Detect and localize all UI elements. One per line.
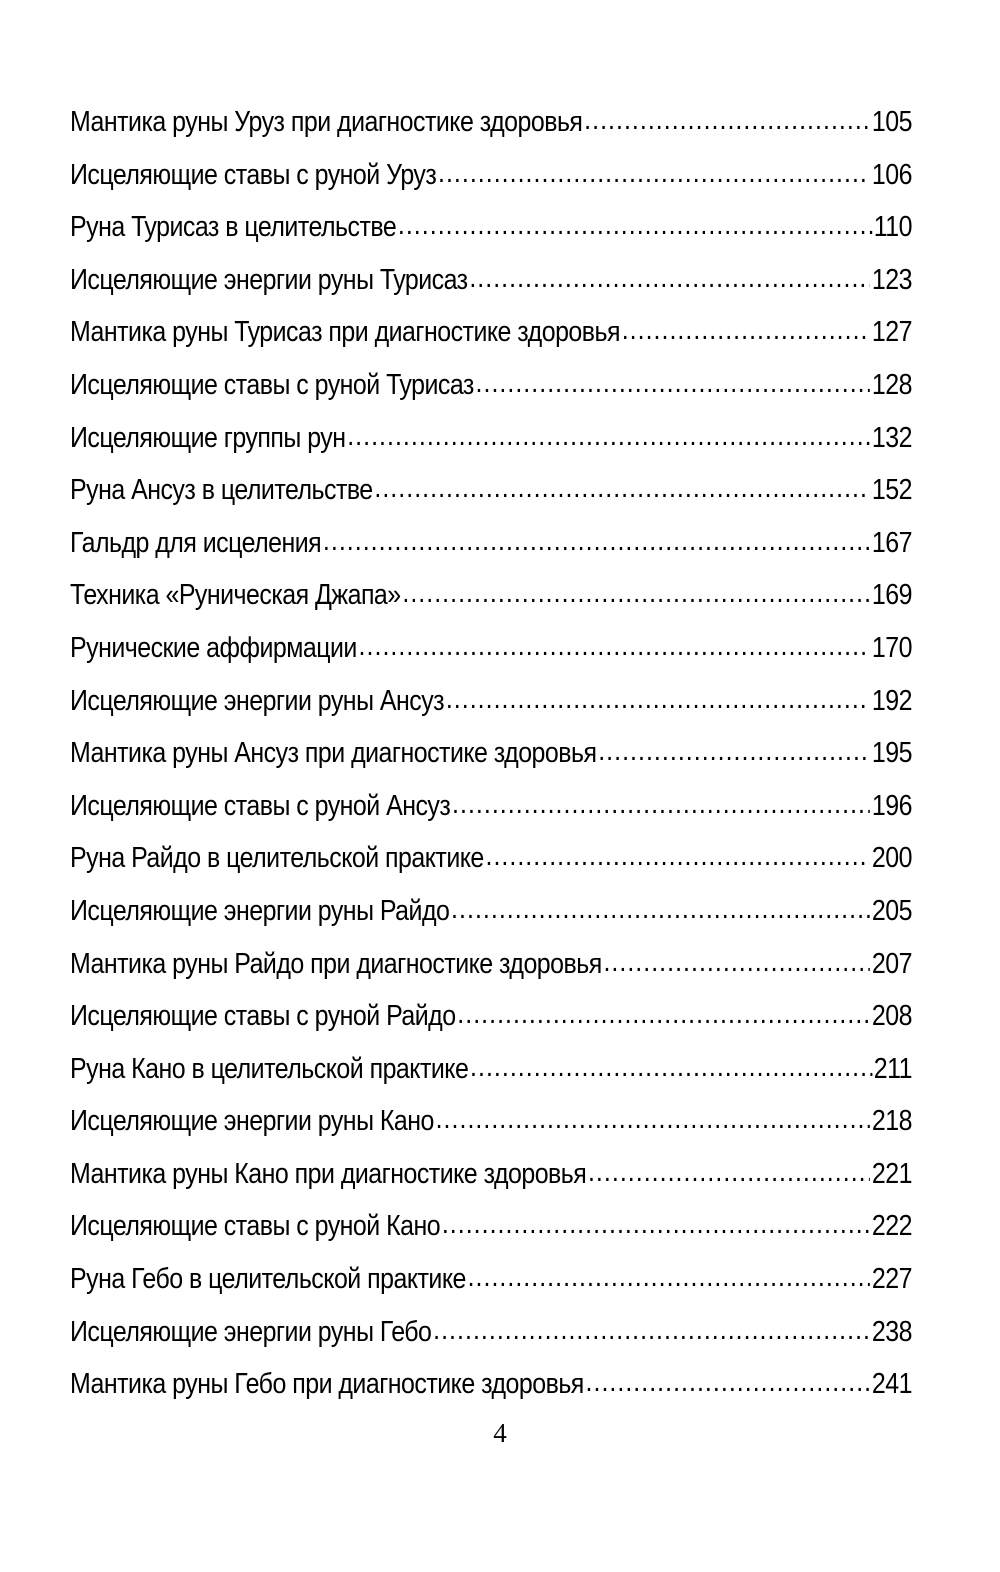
toc-entry-page: 195 [871,737,912,770]
toc-entry [70,96,912,149]
toc-entry-title: Мантика руны Кано при диагностике здоровья [70,1157,587,1190]
toc-entry [70,938,912,991]
toc-entry [70,727,912,780]
toc-dot-leader [588,1146,870,1199]
toc-entry-page: 132 [871,421,912,454]
toc-entry-page: 241 [871,1368,912,1401]
toc-dot-leader [603,936,870,989]
toc-dot-leader [470,1041,872,1094]
toc-dot-leader [451,883,870,936]
toc-entry [70,780,912,833]
toc-entry [70,1095,912,1148]
toc-dot-leader [457,988,870,1041]
toc-entry [70,569,912,622]
toc-entry-title: Мантика руны Гебо при диагностике здоровья [70,1368,584,1401]
toc-entry-title: Исцеляющие энергии руны Райдо [70,894,450,927]
toc-entry [70,1043,912,1096]
toc-entry-page: 167 [871,526,912,559]
toc-entry-title: Мантика руны Уруз при диагностике здоровья [70,106,583,138]
toc-entry [70,1253,912,1306]
toc-entry [70,1306,912,1359]
toc-dot-leader [323,515,870,568]
toc-entry-title: Руна Райдо в целительской практике [70,842,484,875]
toc-dot-leader [402,567,870,620]
toc-dot-leader [446,673,870,726]
toc-entry [70,517,912,570]
toc-entry [70,990,912,1043]
page-number: 4 [493,1418,507,1448]
toc-entry-page: 127 [871,316,912,349]
table-of-contents [70,96,912,1411]
toc-entry [70,306,912,359]
toc-entry-page: 128 [871,368,912,401]
toc-dot-leader [359,620,871,673]
toc-entry-title: Руна Турисаз в целительстве [70,211,397,244]
toc-dot-leader [584,94,870,147]
toc-entry-title: Исцеляющие ставы с руной Райдо [70,1000,456,1033]
toc-dot-leader [433,1304,870,1357]
toc-entry-title: Рунические аффирмации [70,631,357,664]
toc-dot-leader [374,462,870,515]
toc-entry [70,359,912,412]
toc-entry [70,675,912,728]
toc-dot-leader [442,1198,870,1251]
toc-entry-title: Гальдр для исцеления [70,526,322,559]
toc-entry [70,201,912,254]
toc-dot-leader [469,252,870,305]
toc-entry-page: 170 [871,631,912,664]
toc-entry-title: Исцеляющие ставы с руной Ансуз [70,789,451,822]
toc-entry-page: 123 [871,263,912,296]
toc-entry [70,885,912,938]
toc-entry-page: 200 [871,842,912,875]
toc-entry-title: Исцеляющие энергии руны Ансуз [70,684,445,717]
toc-entry-page: 192 [871,684,912,717]
toc-entry-title: Руна Ансуз в целительстве [70,474,373,507]
toc-entry-page: 211 [873,1052,912,1085]
toc-dot-leader [452,778,870,831]
toc-entry-title: Техника «Руническая Джапа» [70,579,401,612]
toc-entry-title: Исцеляющие энергии руны Гебо [70,1315,432,1348]
toc-dot-leader [476,357,871,410]
toc-dot-leader [586,1356,871,1409]
toc-entry [70,412,912,465]
toc-dot-leader [486,830,871,883]
toc-entry-title: Исцеляющие энергии руны Кано [70,1105,434,1138]
toc-entry-title: Исцеляющие ставы с руной Уруз [70,158,437,191]
toc-dot-leader [468,1251,871,1304]
toc-dot-leader [436,1093,871,1146]
toc-entry [70,149,912,202]
toc-entry-page: 208 [871,1000,912,1033]
toc-entry-page: 110 [873,211,912,244]
toc-dot-leader [398,199,872,252]
toc-entry-title: Исцеляющие ставы с руной Кано [70,1210,441,1243]
toc-entry-title: Мантика руны Ансуз при диагностике здоровья [70,737,597,770]
toc-entry-title: Мантика руны Райдо при диагностике здоровья [70,947,602,980]
toc-entry [70,832,912,885]
toc-entry-page: 106 [871,158,912,191]
toc-dot-leader [438,147,870,200]
toc-entry-page: 218 [871,1105,912,1138]
toc-entry-page: 227 [871,1263,912,1296]
toc-entry [70,622,912,675]
toc-dot-leader [598,725,870,778]
toc-entry-page: 207 [871,947,912,980]
toc-entry-page: 205 [871,894,912,927]
toc-entry-page: 221 [871,1157,912,1190]
toc-dot-leader [347,410,870,463]
toc-entry [70,1148,912,1201]
toc-entry-page: 238 [871,1315,912,1348]
toc-entry-title: Руна Кано в целительской практике [70,1052,469,1085]
toc-entry-page: 222 [871,1210,912,1243]
toc-entry-title: Мантика руны Турисаз при диагностике здоровья [70,316,620,349]
toc-entry [70,1358,912,1411]
toc-entry-page: 196 [871,789,912,822]
toc-entry-title: Исцеляющие энергии руны Турисаз [70,263,468,296]
toc-entry [70,464,912,517]
toc-entry-title: Исцеляющие группы рун [70,421,346,454]
toc-dot-leader [622,304,870,357]
toc-entry-page: 105 [871,106,912,138]
toc-entry-page: 169 [871,579,912,612]
toc-entry-title: Руна Гебо в целительской практике [70,1263,466,1296]
toc-entry-page: 152 [871,474,912,507]
toc-entry-title: Исцеляющие ставы с руной Турисаз [70,368,474,401]
toc-entry [70,254,912,307]
toc-entry [70,1200,912,1253]
